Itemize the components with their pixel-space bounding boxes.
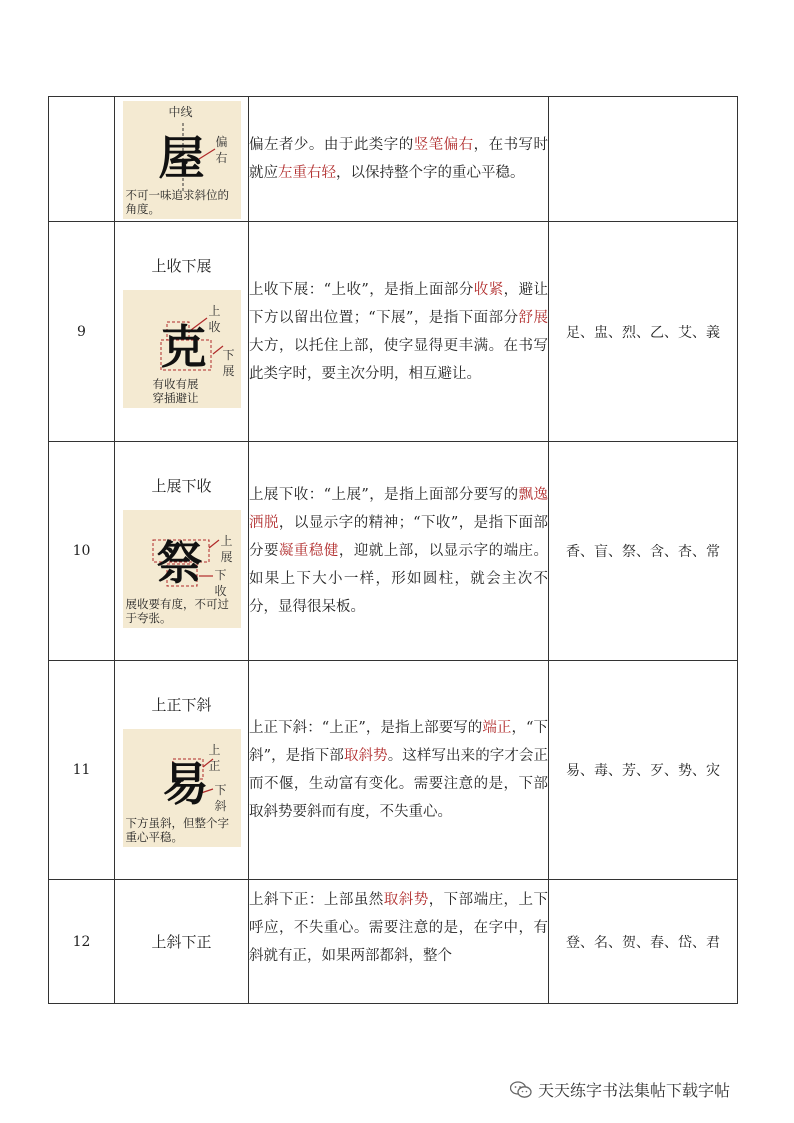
name-cell <box>115 222 249 442</box>
name-cell <box>115 661 249 880</box>
desc-segment: ，“下斜”，是指下部 <box>249 720 549 764</box>
rule-name: 上收下展 <box>151 257 212 275</box>
table-row <box>49 880 738 1004</box>
calligraphy-rules-table <box>48 96 738 1004</box>
example-character: 易 <box>162 756 209 811</box>
card-label: 收 <box>208 320 221 334</box>
card-label: 正 <box>208 758 221 773</box>
card-label: 下 <box>222 348 235 362</box>
table-row <box>49 222 738 442</box>
highlight-text: 收紧 <box>473 281 504 298</box>
desc-segment: 上正下斜：“上正”，是指上部要写的 <box>249 720 483 736</box>
desc-segment: 。这样写出来的字才会正而不偃，生动富有变化。需要注意的是，下部取斜势要斜而有度，不失重心。 <box>249 748 549 820</box>
highlight-text: 凝重稳健 <box>278 543 339 559</box>
example-character: 祭 <box>156 535 203 590</box>
desc-segment: 偏左者少。由于此类字的 <box>249 137 414 153</box>
table-row <box>49 661 738 880</box>
footer-watermark <box>510 1078 730 1101</box>
example-characters: 足、盅、烈、乙、艾、義 <box>549 222 738 442</box>
highlight-text: 舒展 <box>518 309 549 326</box>
highlight-text: 取斜势 <box>383 892 429 908</box>
desc-text <box>249 886 548 970</box>
card-label: 偏 <box>215 135 228 149</box>
card-label: 收 <box>214 583 227 598</box>
card-label: 上 <box>220 533 233 548</box>
highlight-text: 飘逸洒脱 <box>249 487 548 531</box>
desc-segment: ，避让下方以留出位置；“下展”，是指下面部分 <box>249 281 549 326</box>
name-cell <box>115 442 249 661</box>
example-character: 克 <box>160 320 207 374</box>
desc-segment: ，下部端庄，上下呼应，不失重心。需要注意的是，在字中，有斜就有正，如果两部都斜，整个 <box>249 892 549 964</box>
footer-text: 天天练字书法集帖下载字帖 <box>538 1081 731 1100</box>
rule-description <box>249 880 549 1004</box>
rule-description <box>249 222 549 442</box>
card-caption: 不可一味追求斜位的角度。 <box>125 188 229 216</box>
row-number: 10 <box>49 442 115 661</box>
wechat-icon <box>510 1081 532 1099</box>
rule-description <box>249 97 549 222</box>
card-label: 右 <box>215 151 228 165</box>
rule-description <box>249 442 549 661</box>
example-character: 屋 <box>158 131 205 185</box>
card-label: 下 <box>214 567 227 582</box>
rule-description <box>249 661 549 880</box>
example-image-card <box>123 101 241 219</box>
card-label: 展 <box>222 364 235 378</box>
table-row <box>49 97 738 222</box>
card-caption: 下方虽斜，但整个字重心平稳。 <box>125 815 229 844</box>
example-image-card <box>123 729 241 847</box>
desc-text <box>249 131 548 187</box>
desc-segment: ，迎就上部，以显示字的端庄。如果上下大小一样，形如圆柱，就会主次不分，显得很呆板。 <box>249 543 549 615</box>
row-number <box>49 97 115 222</box>
example-characters: 登、名、贺、春、岱、君 <box>549 880 738 1004</box>
example-image-card <box>123 290 241 408</box>
card-label: 上 <box>208 304 221 318</box>
highlight-text: 左重右轻 <box>278 165 336 181</box>
example-characters <box>549 97 738 222</box>
highlight-text: 端正 <box>482 720 512 736</box>
card-label: 下 <box>214 782 227 797</box>
card-caption: 展收要有度，不可过于夸张。 <box>125 596 229 625</box>
desc-segment: ，在书写时就应 <box>249 137 549 181</box>
name-cell <box>115 97 249 222</box>
desc-text <box>249 714 548 826</box>
desc-segment: 大方，以托住上部，使字显得更丰满。在书写此类字时，要主次分明，相互避让。 <box>249 337 548 382</box>
name-cell <box>115 880 249 1004</box>
rule-name: 上正下斜 <box>151 695 212 714</box>
table-row <box>49 442 738 661</box>
card-label: 展 <box>220 549 233 564</box>
row-number: 9 <box>49 222 115 442</box>
desc-text <box>249 276 548 388</box>
card-label: 中线 <box>168 105 193 119</box>
desc-segment: 上展下收：“上展”，是指上面部分要写的 <box>249 487 519 503</box>
highlight-text: 竖笔偏右 <box>413 137 474 153</box>
desc-segment: ，以显示字的精神；“下收”，是指下面部分要 <box>249 515 549 559</box>
desc-segment: 上斜下正：上部虽然 <box>249 892 384 908</box>
desc-segment: ，以保持整个字的重心平稳。 <box>336 165 525 181</box>
rule-name: 上斜下正 <box>151 933 212 951</box>
desc-segment: 上收下展：“上收”，是指上面部分 <box>249 281 474 298</box>
highlight-text: 取斜势 <box>343 748 388 764</box>
example-characters: 易、毒、芳、歹、势、灾 <box>549 661 738 880</box>
card-caption: 有收有展 穿插避让 <box>152 377 199 405</box>
desc-text <box>249 481 548 621</box>
example-characters: 香、盲、祭、含、杏、常 <box>549 442 738 661</box>
row-number: 12 <box>49 880 115 1004</box>
example-image-card <box>123 510 241 628</box>
card-label: 斜 <box>214 798 227 813</box>
row-number: 11 <box>49 661 115 880</box>
rule-name: 上展下收 <box>151 476 212 495</box>
card-label: 上 <box>208 742 221 757</box>
